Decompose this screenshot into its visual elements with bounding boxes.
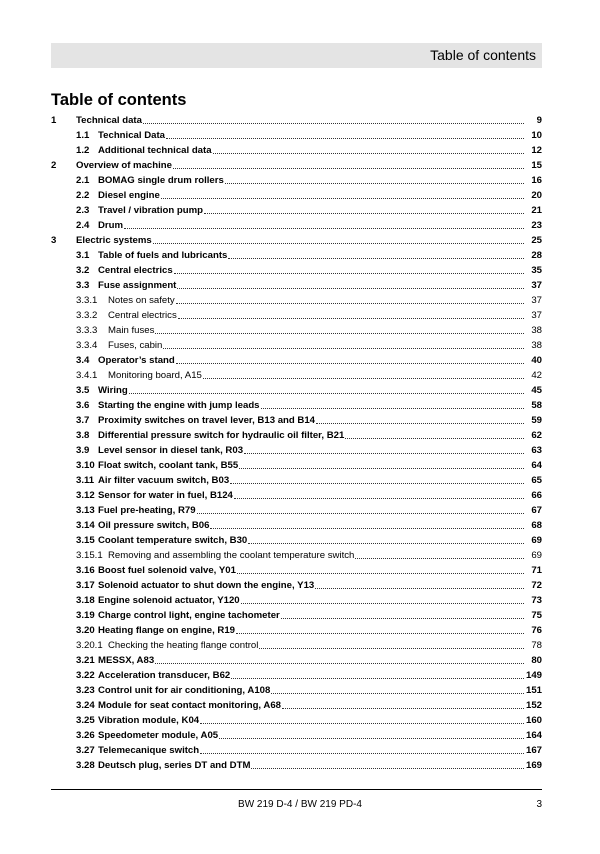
- toc-entry[interactable]: [51, 593, 542, 607]
- toc-dot-leader: [345, 437, 524, 439]
- toc-entry-number: 3.15.1: [76, 550, 103, 561]
- toc-entry-number: 1: [51, 115, 57, 126]
- toc-entry-number: 2.2: [76, 190, 90, 201]
- toc-entry-title: Air filter vacuum switch, B03: [98, 475, 230, 486]
- toc-entry[interactable]: [51, 308, 542, 322]
- toc-entry[interactable]: [51, 413, 542, 427]
- toc-dot-leader: [315, 587, 524, 589]
- toc-entry[interactable]: [51, 173, 542, 187]
- toc-entry-page: 160: [526, 715, 543, 726]
- toc-entry-page: 71: [531, 565, 542, 576]
- toc-entry-page: 15: [531, 160, 542, 171]
- toc-dot-leader: [174, 272, 524, 274]
- toc-entry-page: 45: [531, 385, 542, 396]
- toc-entry-page: 164: [526, 730, 543, 741]
- toc-entry-page: 66: [531, 490, 542, 501]
- toc-entry-page: 69: [531, 550, 542, 561]
- toc-entry-title: Starting the engine with jump leads: [98, 400, 260, 411]
- toc-entry[interactable]: [51, 728, 542, 742]
- toc-entry-title: Solenoid actuator to shut down the engine, Y13: [98, 580, 315, 591]
- toc-entry-number: 3.22: [76, 670, 95, 681]
- toc-dot-leader: [237, 572, 524, 574]
- toc-entry-number: 3.7: [76, 415, 90, 426]
- toc-entry-number: 3.18: [76, 595, 95, 606]
- toc-dot-leader: [261, 407, 524, 409]
- toc-dot-leader: [173, 167, 524, 169]
- toc-entry[interactable]: [51, 518, 542, 532]
- toc-entry-page: 40: [531, 355, 542, 366]
- toc-entry-title: Checking the heating flange control: [108, 640, 259, 651]
- toc-dot-leader: [155, 332, 524, 334]
- toc-entry-number: 2.3: [76, 205, 90, 216]
- toc-entry[interactable]: [51, 563, 542, 577]
- toc-entry-number: 3.20.1: [76, 640, 103, 651]
- toc-entry-page: 62: [531, 430, 542, 441]
- toc-entry-title: Table of fuels and lubricants: [98, 250, 228, 261]
- toc-entry-page: 37: [531, 310, 542, 321]
- toc-entry-page: 28: [531, 250, 542, 261]
- toc-entry-page: 10: [531, 130, 542, 141]
- toc-entry-page: 76: [531, 625, 542, 636]
- toc-entry[interactable]: [51, 398, 542, 412]
- toc-entry[interactable]: [51, 698, 542, 712]
- toc-dot-leader: [166, 137, 524, 139]
- toc-entry-number: 3.15: [76, 535, 95, 546]
- toc-entry-number: 3.1: [76, 250, 90, 261]
- toc-entry[interactable]: [51, 383, 542, 397]
- toc-entry-page: 167: [526, 745, 543, 756]
- toc-entry-number: 3.25: [76, 715, 95, 726]
- toc-entry-page: 58: [531, 400, 542, 411]
- toc-entry-page: 152: [526, 700, 543, 711]
- toc-entry-page: 21: [531, 205, 542, 216]
- toc-entry-page: 151: [526, 685, 543, 696]
- toc-entry-title: Charge control light, engine tachometer: [98, 610, 280, 621]
- toc-entry[interactable]: [51, 503, 542, 517]
- toc-entry-title: Vibration module, K04: [98, 715, 200, 726]
- toc-dot-leader: [236, 632, 524, 634]
- toc-entry[interactable]: [51, 338, 542, 352]
- toc-entry-page: 37: [531, 280, 542, 291]
- toc-entry[interactable]: [51, 638, 542, 652]
- toc-entry-page: 9: [536, 115, 542, 126]
- toc-entry-page: 20: [531, 190, 542, 201]
- toc-entry-page: 80: [531, 655, 542, 666]
- toc-entry-title: Travel / vibration pump: [98, 205, 204, 216]
- toc-entry[interactable]: [51, 188, 542, 202]
- toc-entry[interactable]: [51, 293, 542, 307]
- toc-entry-title: Sensor for water in fuel, B124: [98, 490, 233, 501]
- toc-dot-leader: [178, 317, 524, 319]
- toc-entry-number: 3.10: [76, 460, 95, 471]
- toc-entry-title: Boost fuel solenoid valve, Y01: [98, 565, 236, 576]
- toc-entry-number: 3.28: [76, 760, 95, 771]
- toc-dot-leader: [124, 227, 524, 229]
- toc-entry[interactable]: [51, 743, 542, 757]
- toc-dot-leader: [155, 662, 524, 664]
- toc-dot-leader: [316, 422, 524, 424]
- toc-entry-title: Level sensor in diesel tank, R03: [98, 445, 244, 456]
- toc-entry[interactable]: [51, 608, 542, 622]
- toc-entry-number: 3.17: [76, 580, 95, 591]
- toc-entry-title: MESSX, A83: [98, 655, 155, 666]
- toc-entry-page: 16: [531, 175, 542, 186]
- toc-entry[interactable]: [51, 428, 542, 442]
- toc-dot-leader: [177, 287, 524, 289]
- toc-entry[interactable]: [51, 323, 542, 337]
- toc-entry-number: 3.20: [76, 625, 95, 636]
- footer-divider: [51, 789, 542, 790]
- toc-entry-page: 35: [531, 265, 542, 276]
- toc-dot-leader: [230, 482, 524, 484]
- toc-entry-title: Overview of machine: [76, 160, 172, 171]
- toc-entry-number: 3.26: [76, 730, 95, 741]
- toc-entry-number: 2.4: [76, 220, 90, 231]
- toc-entry-title: Central electrics: [108, 310, 177, 321]
- toc-dot-leader: [248, 542, 524, 544]
- toc-entry-number: 3.3.4: [76, 340, 98, 351]
- toc-entry[interactable]: [51, 548, 542, 562]
- toc-entry-number: 2: [51, 160, 57, 171]
- toc-entry-page: 68: [531, 520, 542, 531]
- toc-dot-leader: [161, 197, 524, 199]
- toc-entry-page: 63: [531, 445, 542, 456]
- toc-entry-page: 59: [531, 415, 542, 426]
- header-title: Table of contents: [430, 47, 536, 63]
- toc-entry-title: Monitoring board, A15: [108, 370, 202, 381]
- toc-entry[interactable]: [51, 713, 542, 727]
- toc-entry-page: 78: [531, 640, 542, 651]
- toc-dot-leader: [163, 347, 524, 349]
- toc-entry-title: Removing and assembling the coolant temperature switch: [108, 550, 355, 561]
- toc-dot-leader: [241, 602, 524, 604]
- toc-entry[interactable]: [51, 128, 542, 142]
- toc-dot-leader: [129, 392, 524, 394]
- toc-entry-number: 3.27: [76, 745, 95, 756]
- toc-entry-title: Wiring: [98, 385, 128, 396]
- toc-dot-leader: [251, 767, 524, 769]
- toc-entry-number: 3.2: [76, 265, 90, 276]
- toc-dot-leader: [213, 152, 524, 154]
- toc-entry-number: 3.12: [76, 490, 95, 501]
- toc-entry-title: Oil pressure switch, B06: [98, 520, 210, 531]
- toc-entry-title: Differential pressure switch for hydraulic oil filter, B21: [98, 430, 345, 441]
- footer-page-number: 3: [536, 799, 542, 810]
- toc-dot-leader: [234, 497, 524, 499]
- toc-entry-title: Proximity switches on travel lever, B13 and B14: [98, 415, 316, 426]
- toc-entry-page: 25: [531, 235, 542, 246]
- toc-entry-number: 3.4.1: [76, 370, 98, 381]
- toc-entry-page: 75: [531, 610, 542, 621]
- toc-dot-leader: [281, 617, 524, 619]
- toc-dot-leader: [143, 122, 524, 124]
- toc-entry-number: 3: [51, 235, 57, 246]
- toc-dot-leader: [153, 242, 524, 244]
- toc-entry-number: 3.21: [76, 655, 95, 666]
- toc-entry[interactable]: [51, 488, 542, 502]
- toc-entry-number: 3.3.3: [76, 325, 98, 336]
- toc-entry-number: 3.14: [76, 520, 95, 531]
- toc-entry-page: 12: [531, 145, 542, 156]
- toc-entry-title: Acceleration transducer, B62: [98, 670, 231, 681]
- toc-entry[interactable]: [51, 473, 542, 487]
- toc-entry-page: 73: [531, 595, 542, 606]
- toc-entry-title: Technical Data: [98, 130, 166, 141]
- toc-entry-number: 3.19: [76, 610, 95, 621]
- toc-entry-title: Fuses, cabin: [108, 340, 163, 351]
- toc-dot-leader: [204, 212, 524, 214]
- footer-document-title: BW 219 D-4 / BW 219 PD-4: [238, 799, 362, 810]
- toc-entry[interactable]: [51, 668, 542, 682]
- toc-entry-title: Coolant temperature switch, B30: [98, 535, 248, 546]
- toc-entry[interactable]: [51, 458, 542, 472]
- toc-entry-page: 23: [531, 220, 542, 231]
- toc-entry-number: 1.1: [76, 130, 90, 141]
- toc-entry-title: BOMAG single drum rollers: [98, 175, 224, 186]
- toc-entry[interactable]: [51, 143, 542, 157]
- toc-dot-leader: [176, 302, 524, 304]
- toc-heading: Table of contents: [51, 91, 187, 109]
- toc-entry-page: 149: [526, 670, 543, 681]
- toc-entry-title: Electric systems: [76, 235, 152, 246]
- toc-entry-number: 3.6: [76, 400, 90, 411]
- toc-entry-number: 3.24: [76, 700, 95, 711]
- toc-entry-number: 3.9: [76, 445, 90, 456]
- toc-entry-number: 3.3.1: [76, 295, 98, 306]
- toc-entry[interactable]: [51, 758, 542, 772]
- toc-entry[interactable]: [51, 158, 542, 172]
- toc-entry-number: 3.3.2: [76, 310, 98, 321]
- toc-entry-title: Engine solenoid actuator, Y120: [98, 595, 240, 606]
- toc-dot-leader: [239, 467, 524, 469]
- toc-entry-title: Technical data: [76, 115, 142, 126]
- toc-dot-leader: [244, 452, 524, 454]
- toc-entry-number: 3.13: [76, 505, 95, 516]
- toc-entry[interactable]: [51, 218, 542, 232]
- toc-dot-leader: [225, 182, 524, 184]
- toc-entry-page: 69: [531, 535, 542, 546]
- toc-entry-title: Speedometer module, A05: [98, 730, 219, 741]
- toc-entry-page: 42: [531, 370, 542, 381]
- toc-dot-leader: [210, 527, 524, 529]
- toc-entry[interactable]: [51, 533, 542, 547]
- toc-entry[interactable]: [51, 113, 542, 127]
- toc-entry[interactable]: [51, 623, 542, 637]
- toc-entry-number: 1.2: [76, 145, 90, 156]
- toc-entry-title: Notes on safety: [108, 295, 175, 306]
- toc-entry-title: Fuse assignment: [98, 280, 177, 291]
- toc-entry-number: 3.23: [76, 685, 95, 696]
- toc-entry-page: 64: [531, 460, 542, 471]
- toc-entry[interactable]: [51, 233, 542, 247]
- toc-dot-leader: [200, 722, 524, 724]
- toc-dot-leader: [203, 377, 524, 379]
- header-bar: [51, 43, 542, 68]
- toc-entry-page: 37: [531, 295, 542, 306]
- toc-entry[interactable]: [51, 203, 542, 217]
- toc-entry-title: Heating flange on engine, R19: [98, 625, 235, 636]
- toc-entry-title: Float switch, coolant tank, B55: [98, 460, 239, 471]
- toc-dot-leader: [231, 677, 524, 679]
- toc-dot-leader: [197, 512, 524, 514]
- toc-entry[interactable]: [51, 443, 542, 457]
- toc-entry-page: 169: [526, 760, 543, 771]
- toc-entry-number: 3.5: [76, 385, 90, 396]
- toc-dot-leader: [228, 257, 524, 259]
- toc-entry-number: 3.4: [76, 355, 90, 366]
- toc-entry-title: Central electrics: [98, 265, 173, 276]
- toc-entry-number: 3.8: [76, 430, 90, 441]
- toc-dot-leader: [176, 362, 524, 364]
- toc-entry-page: 72: [531, 580, 542, 591]
- toc-entry[interactable]: [51, 368, 542, 382]
- toc-entry-page: 65: [531, 475, 542, 486]
- toc-entry-title: Drum: [98, 220, 124, 231]
- toc-dot-leader: [355, 557, 524, 559]
- toc-entry-title: Additional technical data: [98, 145, 212, 156]
- toc-entry[interactable]: [51, 578, 542, 592]
- toc-dot-leader: [282, 707, 524, 709]
- toc-entry-title: Control unit for air conditioning, A108: [98, 685, 271, 696]
- toc-entry-page: 67: [531, 505, 542, 516]
- toc-entry[interactable]: [51, 653, 542, 667]
- toc-dot-leader: [219, 737, 524, 739]
- toc-entry[interactable]: [51, 683, 542, 697]
- toc-entry-page: 38: [531, 325, 542, 336]
- toc-dot-leader: [200, 752, 524, 754]
- toc-entry-title: Fuel pre-heating, R79: [98, 505, 196, 516]
- toc-entry-number: 3.11: [76, 475, 95, 486]
- toc-entry[interactable]: [51, 248, 542, 262]
- toc-entry[interactable]: [51, 278, 542, 292]
- toc-entry-title: Deutsch plug, series DT and DTM: [98, 760, 251, 771]
- toc-entry-title: Telemecanique switch: [98, 745, 200, 756]
- toc-entry-title: Operator’s stand: [98, 355, 175, 366]
- toc-entry-page: 38: [531, 340, 542, 351]
- toc-dot-leader: [259, 647, 524, 649]
- toc-entry[interactable]: [51, 353, 542, 367]
- toc-entry-title: Main fuses: [108, 325, 155, 336]
- toc-entry-title: Module for seat contact monitoring, A68: [98, 700, 282, 711]
- toc-dot-leader: [271, 692, 524, 694]
- toc-entry-number: 2.1: [76, 175, 90, 186]
- toc-entry[interactable]: [51, 263, 542, 277]
- toc-entry-title: Diesel engine: [98, 190, 160, 201]
- toc-entry-number: 3.3: [76, 280, 90, 291]
- toc-entry-number: 3.16: [76, 565, 95, 576]
